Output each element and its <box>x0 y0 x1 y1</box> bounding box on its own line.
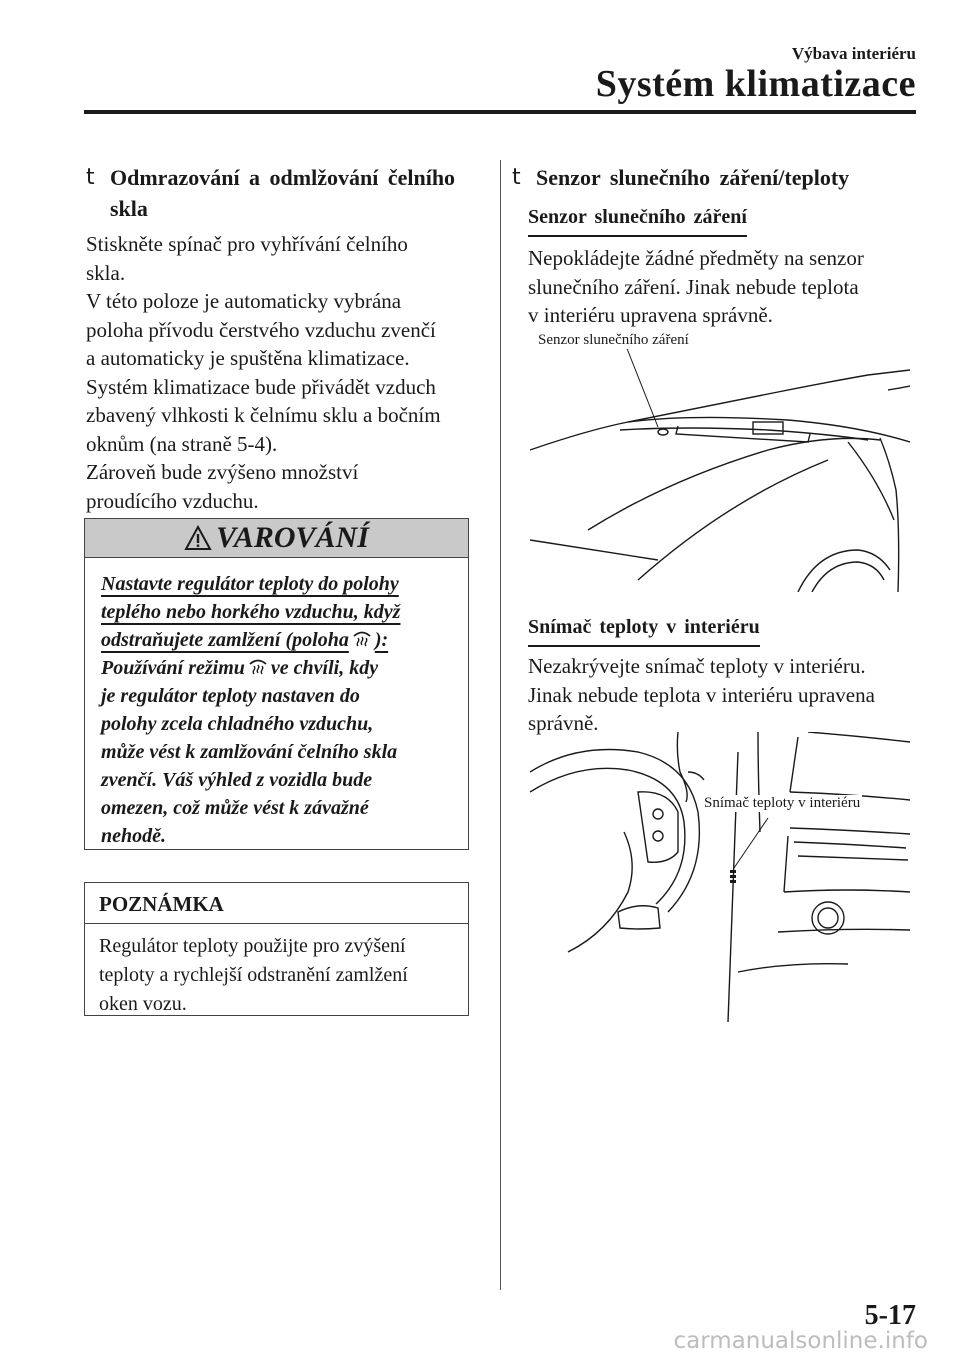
paragraph-line: proudícího vzduchu. <box>86 488 259 513</box>
paragraph-line: Nezakrývejte snímač teploty v interiéru. <box>528 654 866 678</box>
paragraph-line: a automaticky je spuštěna klimatizace. <box>86 346 410 370</box>
temp-sensor-paragraph <box>528 652 928 738</box>
chapter-subtitle: Výbava interiéru <box>791 44 916 63</box>
warning-box <box>84 518 469 850</box>
section-heading-defrost <box>86 162 466 224</box>
temp-sensor-illustration-label: Snímač teploty v interiéru <box>704 795 861 811</box>
sun-sensor-heading: Senzor slunečního záření <box>528 206 747 237</box>
warning-text: ): <box>374 629 389 651</box>
warning-triangle-icon <box>184 525 212 551</box>
temp-sensor-illustration <box>528 732 910 1022</box>
paragraph-line: skla. <box>86 260 126 285</box>
paragraph-line: Stiskněte spínač pro vyhřívání čelního <box>86 232 408 256</box>
section-marker: t <box>86 165 95 190</box>
paragraph-line: v interiéru upravena správně. <box>528 303 773 327</box>
warning-text: odstraňujete zamlžení (poloha <box>101 629 349 651</box>
paragraph-line: Systém klimatizace bude přivádět vzduch <box>86 374 436 399</box>
windshield-defrost-icon <box>352 628 372 648</box>
warning-line: omezen, což může vést k závažné <box>101 797 369 819</box>
warning-text: ve chvíli, kdy <box>270 657 379 679</box>
windshield-defrost-icon <box>248 656 268 676</box>
temp-sensor-heading: Snímač teploty v interiéru <box>528 616 760 647</box>
note-box <box>84 882 469 1016</box>
warning-line: nehodě. <box>101 825 166 847</box>
paragraph-line: poloha přívodu čerstvého vzduchu zvenčí <box>86 317 436 342</box>
note-body <box>85 924 468 1019</box>
defrost-paragraph <box>86 230 481 515</box>
paragraph-line: zbavený vlhkosti k čelnímu sklu a bočním <box>86 403 441 427</box>
sun-sensor-illustration-label: Senzor slunečního záření <box>538 332 689 348</box>
page-title: Systém klimatizace <box>595 63 916 105</box>
section-heading-sensors <box>512 162 912 193</box>
section-title-line: skla <box>110 196 148 221</box>
paragraph-line: Nepokládejte žádné předměty na senzor <box>528 246 864 270</box>
paragraph-line: V této poloze je automaticky vybrána <box>86 289 402 313</box>
paragraph-line: Zároveň bude zvýšeno množství <box>86 460 359 484</box>
warning-line: Nastavte regulátor teploty do polohy <box>101 573 399 595</box>
warning-header <box>85 519 468 558</box>
warning-line-mode <box>101 654 454 682</box>
warning-line-defrost <box>101 626 454 654</box>
note-line: oken vozu. <box>99 993 187 1015</box>
warning-body <box>85 558 468 850</box>
watermark: carmanualsonline.info <box>673 1328 928 1354</box>
warning-line: je regulátor teploty nastaven do <box>101 685 360 707</box>
page-number: 5-17 <box>864 1300 916 1331</box>
sun-sensor-illustration <box>528 330 910 592</box>
note-line: Regulátor teploty použijte pro zvýšení <box>99 935 406 957</box>
warning-line: polohy zcela chladného vzduchu, <box>101 713 374 735</box>
paragraph-line: oknům (na straně 5-4). <box>86 431 278 456</box>
warning-title: VAROVÁNÍ <box>216 521 369 554</box>
warning-line: zvenčí. Váš výhled z vozidla bude <box>101 769 373 791</box>
warning-line: může vést k zamlžování čelního skla <box>101 741 398 763</box>
sun-sensor-paragraph <box>528 244 918 330</box>
section-marker: t <box>512 165 521 190</box>
section-title: Senzor slunečního záření/teploty <box>536 165 850 190</box>
header-rule <box>84 110 916 114</box>
warning-text: Používání režimu <box>101 657 245 679</box>
paragraph-line: Jinak nebude teplota v interiéru upravena <box>528 682 875 707</box>
paragraph-line: správně. <box>528 711 599 735</box>
note-line: teploty a rychlejší odstranění zamlžení <box>99 964 408 986</box>
column-divider <box>500 160 501 1290</box>
paragraph-line: slunečního záření. Jinak nebude teplota <box>528 274 859 299</box>
section-title-line: Odmrazování a odmlžování čelního <box>110 165 456 190</box>
note-title: POZNÁMKA <box>85 883 468 924</box>
warning-line: teplého nebo horkého vzduchu, když <box>101 601 401 623</box>
